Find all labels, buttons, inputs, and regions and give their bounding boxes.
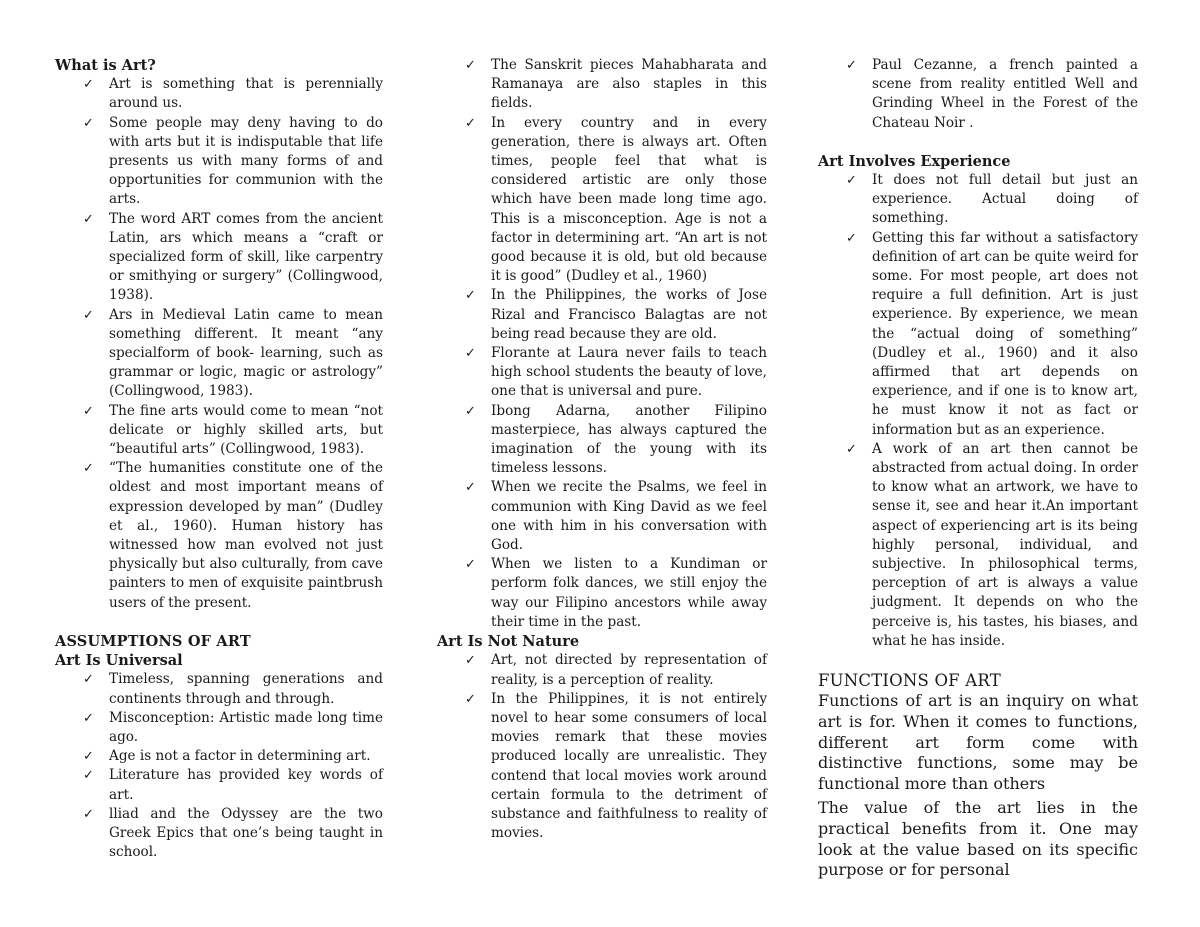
checkmark-icon: ✓ xyxy=(83,806,94,822)
art-is-not-nature-list-continued xyxy=(818,56,1138,133)
heading-art-is-not-nature: Art Is Not Nature xyxy=(437,633,580,651)
checkmark-icon: ✓ xyxy=(83,307,94,323)
list-item: ✓ Getting this far without a satisfactory definition of art can be quite weird for some. For most people, art does not require a full definition. Art is just experience. By experience, we mean the “actual doing of something” (Dudley et al., 1960) and it also affirmed that art depends on experience, and if one is to know art, he must know it not as fact or information but as an experience. xyxy=(846,229,1138,438)
list-item: ✓ Literature has provided key words of art. xyxy=(83,767,383,803)
checkmark-icon: ✓ xyxy=(83,461,94,477)
art-is-universal-list xyxy=(55,670,383,862)
column-2 xyxy=(437,56,767,843)
list-item: ✓ Florante at Laura never fails to teach high school students the beauty of love, one that is universal and pure. xyxy=(465,345,767,400)
checkmark-icon: ✓ xyxy=(846,173,857,189)
list-item: ✓ It does not full detail but just an experience. Actual doing of something. xyxy=(846,172,1138,227)
list-item: ✓ Age is not a factor in determining art. xyxy=(55,747,383,766)
checkmark-icon: ✓ xyxy=(846,58,857,73)
list-item: ✓ When we recite the Psalms, we feel in communion with King David as we feel one with him in his conversation with God. xyxy=(465,479,767,554)
list-item: ✓ Art is something that is perennially around us. xyxy=(83,76,383,112)
checkmark-icon: ✓ xyxy=(83,672,94,688)
art-is-universal-list-continued xyxy=(437,56,767,632)
list-item: ✓ Ibong Adarna, another Filipino masterpiece, has always captured the imagination of the young with its timeless lessons. xyxy=(465,402,767,477)
checkmark-icon: ✓ xyxy=(83,768,94,784)
art-is-not-nature-list xyxy=(437,651,767,843)
checkmark-icon: ✓ xyxy=(465,691,476,707)
list-item: ✓ “The humanities constitute one of the oldest and most important means of expression developed by man” (Dudley et al., 1960). Human history has witnessed how man evolved not just physically but also culturally, from cave painters to men of exquisite paintbrush users of the present. xyxy=(83,460,383,611)
checkmark-icon: ✓ xyxy=(465,557,476,573)
checkmark-icon: ✓ xyxy=(465,288,476,304)
checkmark-icon: ✓ xyxy=(83,749,94,765)
list-item: ✓ A work of an art then cannot be abstracted from actual doing. In order to know what an artwork, we have to sense it, see and hear it.An important aspect of experiencing art is its being highly personal, individual, and subjective. In philosophical terms, perception of art is always a value judgment. It depends on who the perceive is, his tastes, his biases, and what he has inside. xyxy=(846,440,1138,649)
checkmark-icon: ✓ xyxy=(846,441,857,457)
checkmark-icon: ✓ xyxy=(83,115,94,131)
checkmark-icon: ✓ xyxy=(83,710,94,726)
list-item: ✓ lliad and the Odyssey are the two Greek Epics that one’s being taught in school. xyxy=(83,805,383,861)
spacer xyxy=(818,651,1138,670)
list-item: ✓ Some people may deny having to do with arts but it is indisputable that life presents us with many forms of and opportunities for communion with the arts. xyxy=(83,114,383,208)
list-item: ✓ Misconception: Artistic made long time ago. xyxy=(83,709,383,745)
checkmark-icon: ✓ xyxy=(465,653,476,669)
checkmark-icon: ✓ xyxy=(465,58,476,73)
checkmark-icon: ✓ xyxy=(846,230,857,246)
checkmark-icon: ✓ xyxy=(83,77,94,93)
list-item: ✓ The word ART comes from the ancient Latin, ars which means a “craft or specialized form of skill, like carpentry or smithying or surgery” (Collingwood, 1938). xyxy=(83,210,383,304)
checkmark-icon: ✓ xyxy=(465,346,476,362)
checkmark-icon: ✓ xyxy=(83,211,94,227)
heading-assumptions-of-art: ASSUMPTIONS OF ART xyxy=(55,632,251,650)
column-1 xyxy=(55,56,383,862)
functions-paragraph: Functions of art is an inquiry on what art is for. When it comes to functions, different art form come with distinctive functions, some may be functional more than others xyxy=(818,691,1138,794)
what-is-art-list xyxy=(55,75,383,613)
checkmark-icon: ✓ xyxy=(465,115,476,131)
checkmark-icon: ✓ xyxy=(465,480,476,496)
list-item: ✓ Paul Cezanne, a french painted a scene from reality entitled Well and Grinding Wheel in the Forest of the Chateau Noir . xyxy=(846,57,1138,131)
heading-art-involves-experience: Art Involves Experience xyxy=(818,152,1011,170)
checkmark-icon: ✓ xyxy=(83,403,94,419)
list-item: ✓ Timeless, spanning generations and continents through and through. xyxy=(83,671,383,707)
list-item: ✓ Ars in Medieval Latin came to mean something different. It meant “any specialform of book- learning, such as grammar or logic, magic or astrology” (Collingwood, 1983). xyxy=(83,306,383,400)
list-item: ✓ In the Philippines, it is not entirely novel to hear some consumers of local movies remark that these movies produced locally are unrealistic. They contend that local movies work around certain formula to the detriment of substance and faithfulness to reality of movies. xyxy=(465,690,767,842)
list-item: ✓ In every country and in every generation, there is always art. Often times, people feel that what is considered artistic are only those which have been made long time ago. This is a misconception. Age is not a factor in determining art. “An art is not good because it is old, but old because it is good” (Dudley et al., 1960) xyxy=(465,114,767,285)
list-item: ✓ The fine arts would come to mean “not delicate or highly skilled arts, but “beautiful arts” (Collingwood, 1983). xyxy=(83,402,383,458)
functions-paragraph: The value of the art lies in the practical benefits from it. One may look at the value based on its specific purpose or for personal xyxy=(818,798,1138,880)
checkmark-icon: ✓ xyxy=(465,403,476,419)
heading-what-is-art: What is Art? xyxy=(55,57,156,74)
list-item: ✓ In the Philippines, the works of Jose Rizal and Francisco Balagtas are not being read because they are old. xyxy=(465,287,767,342)
spacer xyxy=(818,133,1138,152)
list-item: ✓ Art, not directed by representation of reality, is a perception of reality. xyxy=(465,652,767,688)
art-involves-experience-list xyxy=(818,171,1138,651)
list-item: ✓ When we listen to a Kundiman or perform folk dances, we still enjoy the way our Filipino ancestors while away their time in the past. xyxy=(465,556,767,630)
heading-functions-of-art: FUNCTIONS OF ART xyxy=(818,671,1001,691)
heading-art-is-universal: Art Is Universal xyxy=(55,652,183,670)
list-item: ✓ The Sanskrit pieces Mahabharata and Ramanaya are also staples in this fields. xyxy=(465,57,767,112)
spacer xyxy=(55,613,383,632)
column-3 xyxy=(818,56,1138,881)
